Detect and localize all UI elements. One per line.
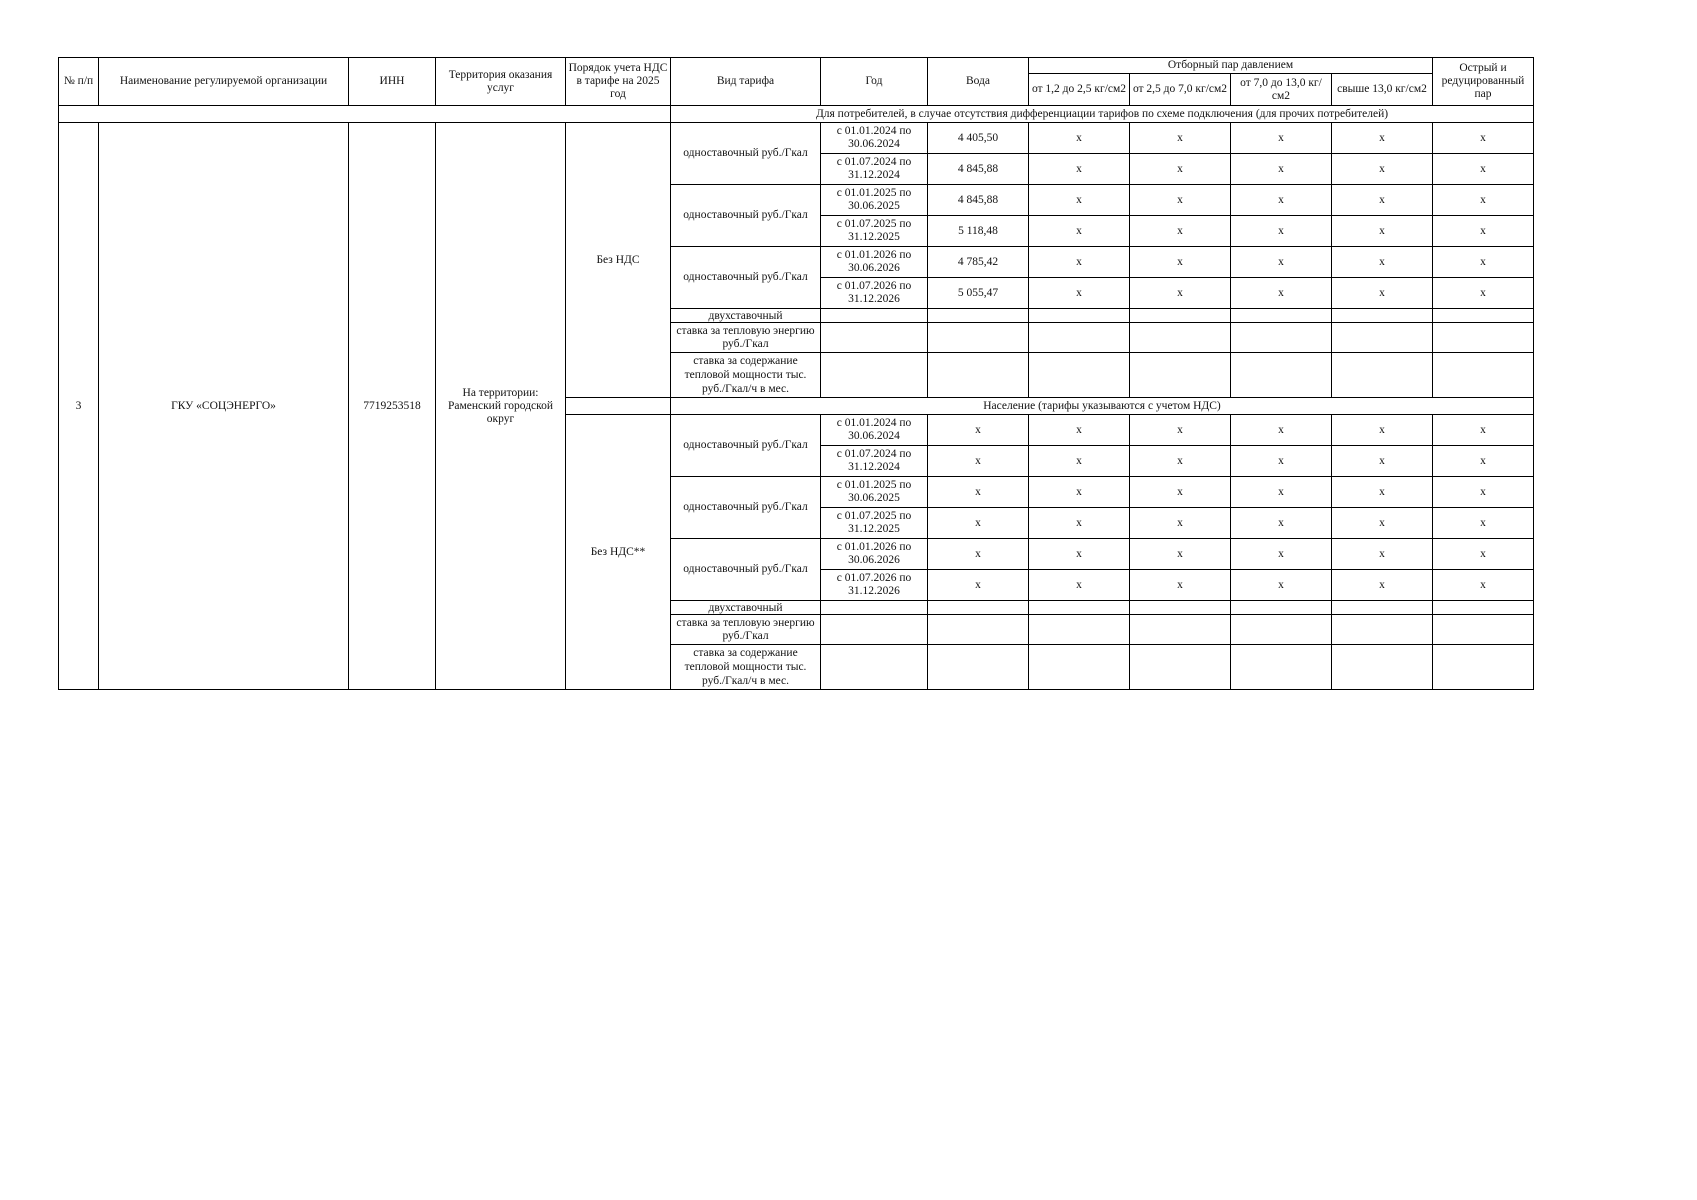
x-cell: х (1231, 278, 1332, 309)
x-cell: х (928, 570, 1029, 601)
empty-cell (1332, 615, 1433, 645)
x-cell: х (1433, 539, 1534, 570)
header-steam-4: свыше 13,0 кг/см2 (1332, 74, 1433, 106)
empty-cell (821, 309, 928, 323)
period-cell: с 01.01.2024 по 30.06.2024 (821, 123, 928, 154)
x-cell: х (928, 539, 1029, 570)
x-cell: х (1231, 415, 1332, 446)
empty-cell (1231, 309, 1332, 323)
empty-cell (1433, 323, 1534, 353)
x-cell: х (1029, 508, 1130, 539)
x-cell: х (1332, 185, 1433, 216)
tariff-two-part: двухставочный (671, 309, 821, 323)
header-num: № п/п (59, 58, 99, 106)
x-cell: х (1433, 185, 1534, 216)
x-cell: х (1231, 539, 1332, 570)
header-steam-group: Отборный пар давлением (1029, 58, 1433, 74)
water-value: 4 405,50 (928, 123, 1029, 154)
empty-cell (1130, 309, 1231, 323)
rate-energy: ставка за тепловую энергию руб./Гкал (671, 323, 821, 353)
header-water: Вода (928, 58, 1029, 106)
x-cell: х (1332, 508, 1433, 539)
x-cell: х (1433, 508, 1534, 539)
water-value: 4 845,88 (928, 154, 1029, 185)
x-cell: х (1029, 216, 1130, 247)
empty-cell (928, 615, 1029, 645)
empty-cell (821, 601, 928, 615)
section-blank (59, 106, 671, 123)
tariff-two-part: двухставочный (671, 601, 821, 615)
x-cell: х (1231, 446, 1332, 477)
org-territory: На территории: Раменский городской округ (436, 123, 566, 690)
vat-population: Без НДС** (566, 415, 671, 690)
period-cell: с 01.01.2026 по 30.06.2026 (821, 247, 928, 278)
empty-cell (821, 645, 928, 690)
x-cell: х (1332, 477, 1433, 508)
x-cell: х (1332, 570, 1433, 601)
empty-cell (821, 353, 928, 398)
empty-cell (928, 309, 1029, 323)
empty-cell (1130, 353, 1231, 398)
header-territory: Территория оказания услуг (436, 58, 566, 106)
empty-cell (1433, 309, 1534, 323)
empty-cell (1332, 323, 1433, 353)
x-cell: х (1130, 123, 1231, 154)
x-cell: х (1332, 415, 1433, 446)
period-cell: с 01.07.2026 по 31.12.2026 (821, 278, 928, 309)
x-cell: х (1433, 446, 1534, 477)
x-cell: х (1332, 216, 1433, 247)
x-cell: х (1130, 477, 1231, 508)
header-inn: ИНН (349, 58, 436, 106)
x-cell: х (1433, 477, 1534, 508)
empty-cell (1332, 645, 1433, 690)
water-value: 4 845,88 (928, 185, 1029, 216)
period-cell: с 01.07.2024 по 31.12.2024 (821, 154, 928, 185)
x-cell: х (1029, 154, 1130, 185)
empty-cell (1029, 323, 1130, 353)
period-cell: с 01.07.2026 по 31.12.2026 (821, 570, 928, 601)
empty-cell (1130, 615, 1231, 645)
header-org: Наименование регулируемой организации (99, 58, 349, 106)
org-inn: 7719253518 (349, 123, 436, 690)
empty-cell (1433, 353, 1534, 398)
empty-cell (1029, 309, 1130, 323)
empty-cell (928, 601, 1029, 615)
x-cell: х (1130, 539, 1231, 570)
empty-cell (1029, 353, 1130, 398)
x-cell: х (1029, 123, 1130, 154)
x-cell: х (1130, 278, 1231, 309)
x-cell: х (1231, 477, 1332, 508)
period-cell: с 01.01.2025 по 30.06.2025 (821, 477, 928, 508)
header-steam-1: от 1,2 до 2,5 кг/см2 (1029, 74, 1130, 106)
empty-cell (1231, 353, 1332, 398)
x-cell: х (1029, 415, 1130, 446)
rate-capacity: ставка за содержание тепловой мощности тыс. руб./Гкал/ч в мес. (671, 645, 821, 690)
section-blank (566, 398, 671, 415)
empty-cell (1433, 601, 1534, 615)
x-cell: х (1130, 185, 1231, 216)
tariff-one-part: одноставочный руб./Гкал (671, 415, 821, 477)
x-cell: х (1029, 278, 1130, 309)
x-cell: х (928, 508, 1029, 539)
vat-other: Без НДС (566, 123, 671, 398)
x-cell: х (1029, 446, 1130, 477)
x-cell: х (1332, 154, 1433, 185)
water-value: 4 785,42 (928, 247, 1029, 278)
water-value: 5 118,48 (928, 216, 1029, 247)
header-sharp-steam: Острый и редуцированный пар (1433, 58, 1534, 106)
x-cell: х (928, 415, 1029, 446)
period-cell: с 01.01.2026 по 30.06.2026 (821, 539, 928, 570)
tariff-one-part: одноставочный руб./Гкал (671, 477, 821, 539)
empty-cell (1332, 309, 1433, 323)
x-cell: х (1029, 185, 1130, 216)
x-cell: х (1231, 570, 1332, 601)
x-cell: х (1231, 123, 1332, 154)
empty-cell (1231, 601, 1332, 615)
empty-cell (1029, 615, 1130, 645)
x-cell: х (1332, 247, 1433, 278)
empty-cell (1231, 615, 1332, 645)
tariff-one-part: одноставочный руб./Гкал (671, 539, 821, 601)
period-cell: с 01.01.2024 по 30.06.2024 (821, 415, 928, 446)
header-tariff-kind: Вид тарифа (671, 58, 821, 106)
empty-cell (1332, 353, 1433, 398)
x-cell: х (1130, 570, 1231, 601)
empty-cell (1029, 601, 1130, 615)
x-cell: х (1130, 216, 1231, 247)
x-cell: х (928, 477, 1029, 508)
tariff-one-part: одноставочный руб./Гкал (671, 123, 821, 185)
empty-cell (1433, 615, 1534, 645)
x-cell: х (1130, 508, 1231, 539)
period-cell: с 01.01.2025 по 30.06.2025 (821, 185, 928, 216)
empty-cell (821, 615, 928, 645)
header-steam-2: от 2,5 до 7,0 кг/см2 (1130, 74, 1231, 106)
water-value: 5 055,47 (928, 278, 1029, 309)
empty-cell (928, 353, 1029, 398)
empty-cell (1130, 601, 1231, 615)
x-cell: х (1029, 247, 1130, 278)
x-cell: х (1231, 247, 1332, 278)
x-cell: х (1433, 216, 1534, 247)
x-cell: х (1130, 446, 1231, 477)
header-year: Год (821, 58, 928, 106)
period-cell: с 01.07.2025 по 31.12.2025 (821, 216, 928, 247)
x-cell: х (1130, 247, 1231, 278)
x-cell: х (1332, 539, 1433, 570)
empty-cell (1130, 645, 1231, 690)
x-cell: х (1231, 154, 1332, 185)
empty-cell (1130, 323, 1231, 353)
x-cell: х (1433, 123, 1534, 154)
x-cell: х (1231, 216, 1332, 247)
tariff-table (58, 57, 1534, 690)
empty-cell (1231, 645, 1332, 690)
section-other-consumers: Для потребителей, в случае отсутствия дифференциации тарифов по схеме подключения (для прочих потребителей) (671, 106, 1534, 123)
empty-cell (1231, 323, 1332, 353)
x-cell: х (1433, 278, 1534, 309)
x-cell: х (1332, 123, 1433, 154)
empty-cell (1433, 645, 1534, 690)
x-cell: х (1231, 508, 1332, 539)
org-num: 3 (59, 123, 99, 690)
x-cell: х (1029, 539, 1130, 570)
empty-cell (928, 645, 1029, 690)
tariff-one-part: одноставочный руб./Гкал (671, 247, 821, 309)
x-cell: х (1029, 570, 1130, 601)
empty-cell (1332, 601, 1433, 615)
x-cell: х (1433, 247, 1534, 278)
x-cell: х (1433, 415, 1534, 446)
header-steam-3: от 7,0 до 13,0 кг/см2 (1231, 74, 1332, 106)
header-vat: Порядок учета НДС в тарифе на 2025 год (566, 58, 671, 106)
x-cell: х (1231, 185, 1332, 216)
x-cell: х (1130, 415, 1231, 446)
x-cell: х (928, 446, 1029, 477)
x-cell: х (1029, 477, 1130, 508)
empty-cell (1029, 645, 1130, 690)
empty-cell (928, 323, 1029, 353)
period-cell: с 01.07.2024 по 31.12.2024 (821, 446, 928, 477)
x-cell: х (1332, 278, 1433, 309)
org-name: ГКУ «СОЦЭНЕРГО» (99, 123, 349, 690)
section-population: Население (тарифы указываются с учетом НДС) (671, 398, 1534, 415)
x-cell: х (1433, 570, 1534, 601)
x-cell: х (1332, 446, 1433, 477)
empty-cell (821, 323, 928, 353)
rate-energy: ставка за тепловую энергию руб./Гкал (671, 615, 821, 645)
period-cell: с 01.07.2025 по 31.12.2025 (821, 508, 928, 539)
tariff-one-part: одноставочный руб./Гкал (671, 185, 821, 247)
x-cell: х (1433, 154, 1534, 185)
x-cell: х (1130, 154, 1231, 185)
rate-capacity: ставка за содержание тепловой мощности тыс. руб./Гкал/ч в мес. (671, 353, 821, 398)
